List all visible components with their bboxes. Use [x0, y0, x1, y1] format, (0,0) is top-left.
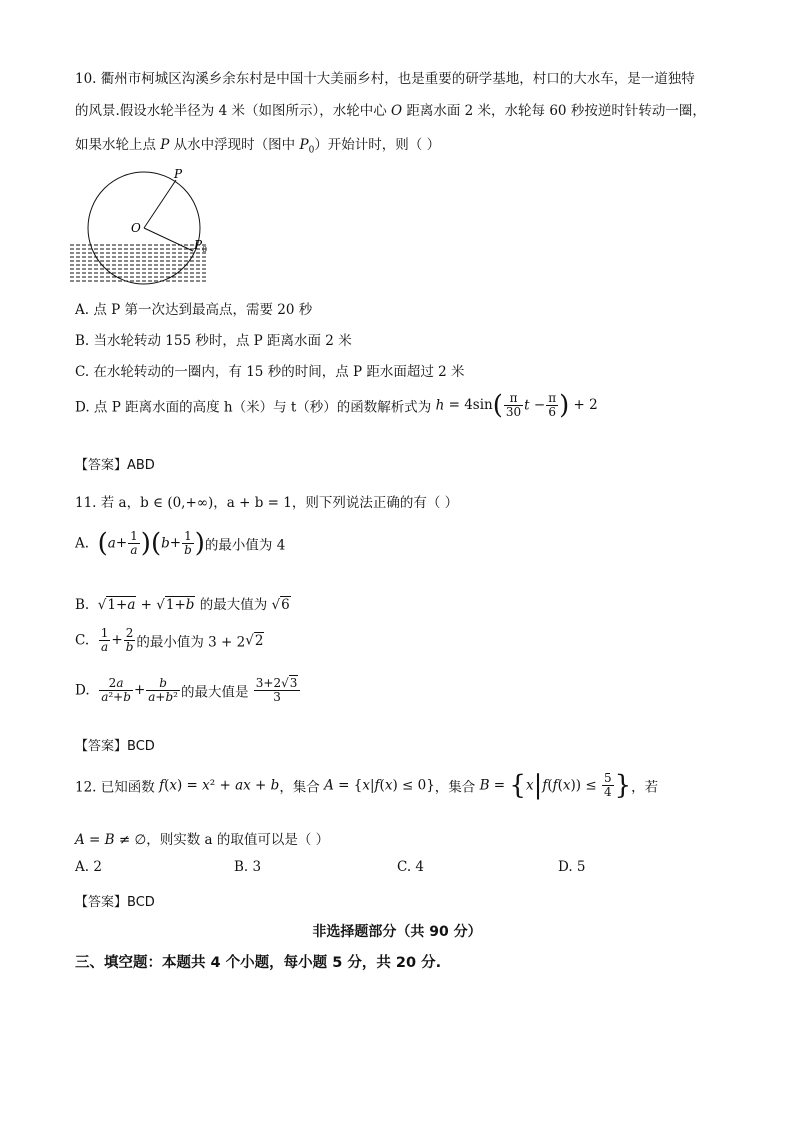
q10-line3-P0: P [299, 137, 309, 153]
q10-option-b: B. 当水轮转动 155 秒时，点 P 距离水面 2 米 [75, 333, 352, 349]
q12-option-c: C. 4 [397, 859, 425, 875]
q11-stem: 11. 若 a，b ∈ (0,+∞)，a + b = 1，则下列说法正确的有（ ） [75, 495, 459, 511]
q10-option-c: C. 在水轮转动的一圈内，有 15 秒的时间，点 P 距水面超过 2 米 [75, 364, 465, 380]
q10-line3-text-b: 从水中浮现时（图中 [169, 137, 300, 153]
q12-line2: A = B ≠ ∅，则实数 a 的取值可以是（ ） [75, 832, 330, 848]
q12-line2-text: ，则实数 a 的取值可以是（ ） [146, 832, 330, 848]
water-wheel-figure [66, 165, 216, 287]
label-P0: P [194, 238, 203, 252]
radius-OP [144, 180, 176, 228]
q12-option-b: B. 3 [234, 859, 262, 875]
q10-line2-O: O [391, 103, 403, 119]
section-title: 非选择题部分（共 90 分） [312, 924, 482, 940]
q12-stem-d: ，若 [631, 779, 659, 796]
q12-option-d: D. 5 [558, 859, 586, 875]
q12-stem-c: ，集合 [434, 779, 480, 796]
radius-OP0 [144, 228, 193, 251]
q10-line3-text-a: 如果水轮上点 [75, 137, 161, 153]
q10-line3-text-c: ）开始计时，则（ ） [314, 137, 441, 153]
q12-stem: 12. 已知函数 f(x) = x² + ax + b，集合 A = {x|f(x) ≤ 0}，集合 B = {x|f(f(x)) ≤ $\frac{5}{4}$ }，若 [75, 770, 659, 801]
q11-option-a-text: 的最小值为 4 [204, 537, 286, 554]
q10-option-a: A. 点 P 第一次达到最高点，需要 20 秒 [75, 302, 313, 318]
q11-option-c-text: 的最小值为 3 + 2 [136, 634, 246, 651]
q10-line3 [75, 133, 440, 156]
q11-option-c: C. $\frac{1}{a}$ + $\frac{2}{b}$ 的最小值为 3 + 2√2 [75, 626, 264, 654]
q12-option-a: A. 2 [75, 859, 102, 875]
q11-option-d-text: 的最大值是 [180, 684, 253, 701]
q10-line2-text-a: 的风景.假设水轮半径为 4 米（如图所示），水轮中心 [75, 103, 392, 119]
q10-answer: 【答案】ABD [75, 458, 155, 473]
q11-option-d: D. $\frac{2a}{\text{a²+b}}$ + $\frac{b}{\text{a+b²}}$ 的最大值是 $\frac{3+2√3}{3}$ [75, 677, 301, 704]
q10-option-d-text: D. 点 P 距离水面的高度 h（米）与 t（秒）的函数解析式为 [75, 399, 436, 416]
label-P: P [174, 167, 183, 181]
q11-option-a: A. (a+ $\frac{1}{a}$ )(b+ $\frac{1}{b}$ )的最小值为 4 [75, 528, 286, 559]
q10-d-formula: h [435, 397, 445, 414]
label-O: O [131, 221, 141, 235]
q12-stem-b: ，集合 [279, 779, 325, 796]
q10-line3-P0-sub: 0 [308, 145, 315, 156]
q11-option-b: B. √1+a + √1+b 的最大值为 √6 [75, 597, 290, 613]
q11-answer: 【答案】BCD [75, 739, 155, 754]
q12-answer: 【答案】BCD [75, 895, 155, 910]
q11-option-b-text: 的最大值为 [199, 597, 272, 613]
q10-line3-P: P [160, 137, 170, 153]
label-P0-sub: 0 [202, 245, 208, 254]
section-heading: 三、填空题：本题共 4 个小题，每小题 5 分，共 20 分. [75, 955, 442, 971]
q10-line2-text-b: 距离水面 2 米，水轮每 60 秒按逆时针转动一圈， [402, 103, 706, 119]
q10-line2 [75, 99, 706, 119]
q10-line1: 10. 衢州市柯城区沟溪乡余东村是中国十大美丽乡村，也是重要的研学基地，村口的大水车，是一道独特 [75, 71, 695, 87]
q10-option-d: D. 点 P 距离水面的高度 h（米）与 t（秒）的函数解析式为 h = 4sin( $\frac{\pi}{30}$ t − $\frac{\pi}{6}$ ) + 2 [75, 390, 598, 421]
q12-stem-a: 12. 已知函数 [75, 779, 160, 796]
